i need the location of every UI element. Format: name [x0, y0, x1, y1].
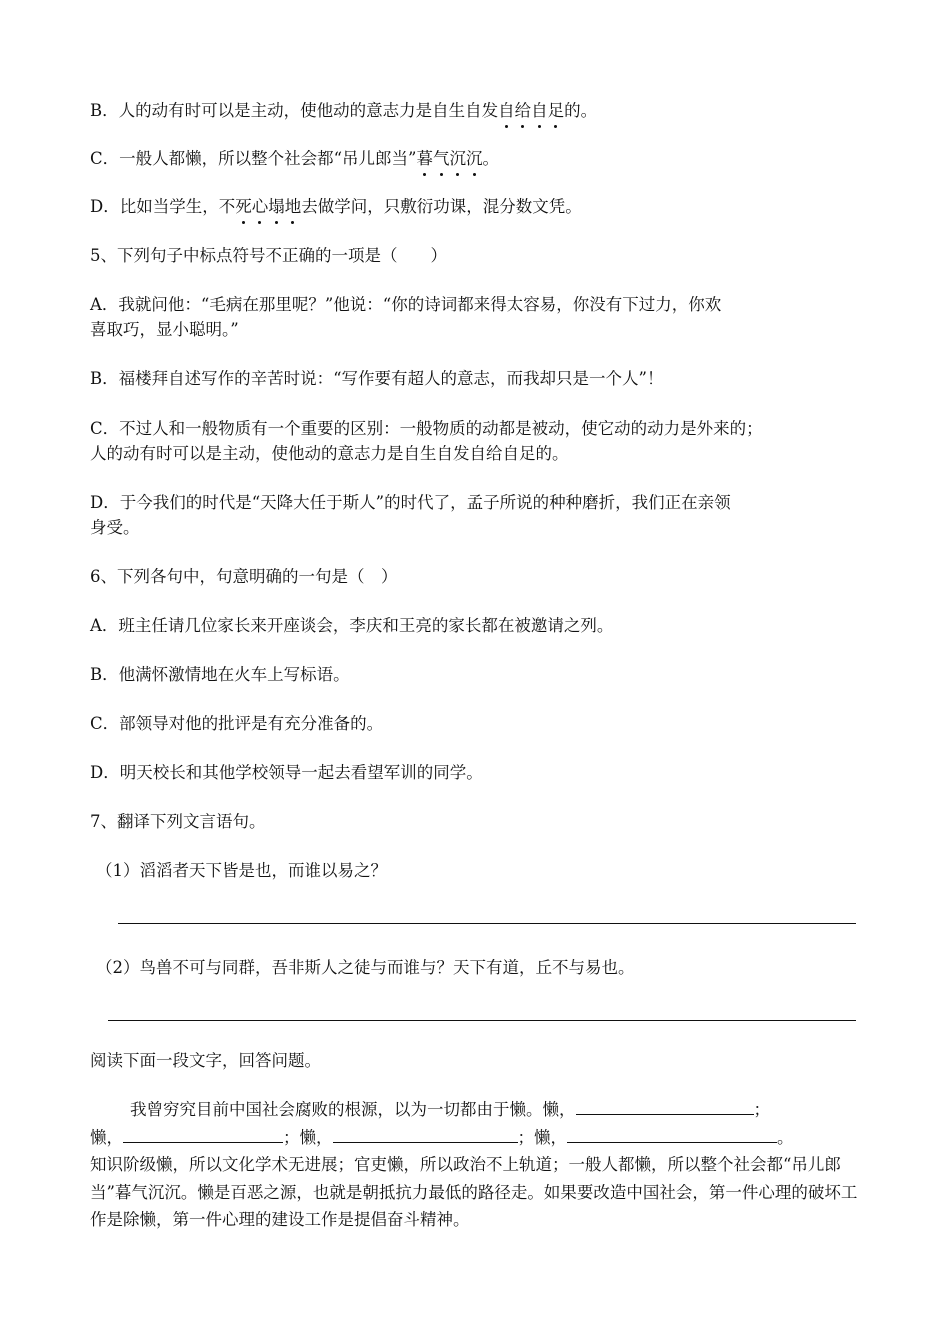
passage-line-2: 懒， ；懒， ；懒， 。 — [90, 1124, 870, 1152]
dotted-char: 塌 — [268, 195, 285, 219]
dotted-char: 给 — [515, 99, 532, 123]
fill-blank-1[interactable] — [576, 1096, 754, 1115]
dotted-char: 沉 — [450, 147, 467, 171]
option-4b: B．人的动有时可以是主动，使他动的意志力是自生自发自给自足的。 — [90, 99, 870, 123]
answer-line-2[interactable] — [108, 1020, 856, 1021]
dotted-char: 气 — [433, 147, 450, 171]
option-5c-line1: C．不过人和一般物质有一个重要的区别：一般物质的动都是被动，使它动的动力是外来的； — [90, 419, 763, 438]
question-7-item-2: （2）鸟兽不可与同群，吾非斯人之徒与而谁与？天下有道，丘不与易也。 — [96, 958, 635, 977]
fill-blank-2[interactable] — [123, 1124, 283, 1143]
option-5d-line1: D．于今我们的时代是“天降大任于斯人”的时代了，孟子所说的种种磨折，我们正在亲领 — [90, 493, 731, 512]
question-7: 7、翻译下列文言语句。 — [90, 812, 266, 831]
option-5a-line2: 喜取巧，显小聪明。” — [90, 320, 239, 339]
option-6a: A．班主任请几位家长来开座谈会，李庆和王亮的家长都在被邀请之列。 — [90, 616, 614, 635]
option-6c: C．部领导对他的批评是有充分准备的。 — [90, 714, 384, 733]
option-5d-line2: 身受。 — [90, 518, 140, 537]
reading-passage — [90, 1096, 870, 1234]
question-7-item-1: （1）滔滔者天下皆是也，而谁以易之？ — [96, 861, 387, 880]
dotted-char: 自 — [531, 99, 548, 123]
answer-line-1[interactable] — [118, 923, 856, 924]
dotted-phrase — [417, 149, 483, 168]
dotted-char: 暮 — [417, 147, 434, 171]
option-6d: D．明天校长和其他学校领导一起去看望军训的同学。 — [90, 763, 483, 782]
option-5c-line2: 人的动有时可以是主动，使他动的意志力是自生自发自给自足的。 — [90, 444, 569, 463]
dotted-char: 死 — [235, 195, 252, 219]
passage-rest: 知识阶级懒，所以文化学术无进展；官吏懒，所以政治不上轨道；一般人都懒，所以整个社会都“吊儿郎当”暮气沉沉。懒是百恶之源，也就是朝抵抗力最低的路径走。如果要改造中国社会，第一件心理的破坏工作是除懒，第一件心理的建设工作是提倡奋斗精神。 — [90, 1155, 858, 1229]
option-4d: D．比如当学生，不死心塌地去做学问，只敷衍功课，混分数文凭。 — [90, 195, 870, 219]
dotted-char: 足 — [548, 99, 565, 123]
option-6b: B．他满怀激情地在火车上写标语。 — [90, 665, 350, 684]
dotted-phrase — [235, 197, 301, 216]
passage-line-1: 我曾穷究目前中国社会腐败的根源，以为一切都由于懒。懒， ； — [90, 1096, 870, 1124]
fill-blank-4[interactable] — [567, 1124, 777, 1143]
option-5b: B．福楼拜自述写作的辛苦时说：“写作要有超人的意志，而我却只是一个人”！ — [90, 369, 664, 388]
dotted-phrase — [498, 101, 564, 120]
reading-instruction: 阅读下面一段文字，回答问题。 — [90, 1051, 321, 1070]
question-5: 5、下列句子中标点符号不正确的一项是（ ） — [90, 246, 447, 265]
dotted-char: 心 — [252, 195, 269, 219]
dotted-char: 沉 — [466, 147, 483, 171]
dotted-char: 地 — [285, 195, 302, 219]
option-5a-line1: A．我就问他：“毛病在那里呢？”他说：“你的诗词都来得太容易，你没有下过力，你欢 — [90, 295, 722, 314]
question-6: 6、下列各句中，句意明确的一句是（ ） — [90, 567, 398, 586]
fill-blank-3[interactable] — [333, 1124, 518, 1143]
dotted-char: 自 — [498, 99, 515, 123]
option-4c: C．一般人都懒，所以整个社会都“吊儿郎当”暮气沉沉。 — [90, 147, 870, 171]
